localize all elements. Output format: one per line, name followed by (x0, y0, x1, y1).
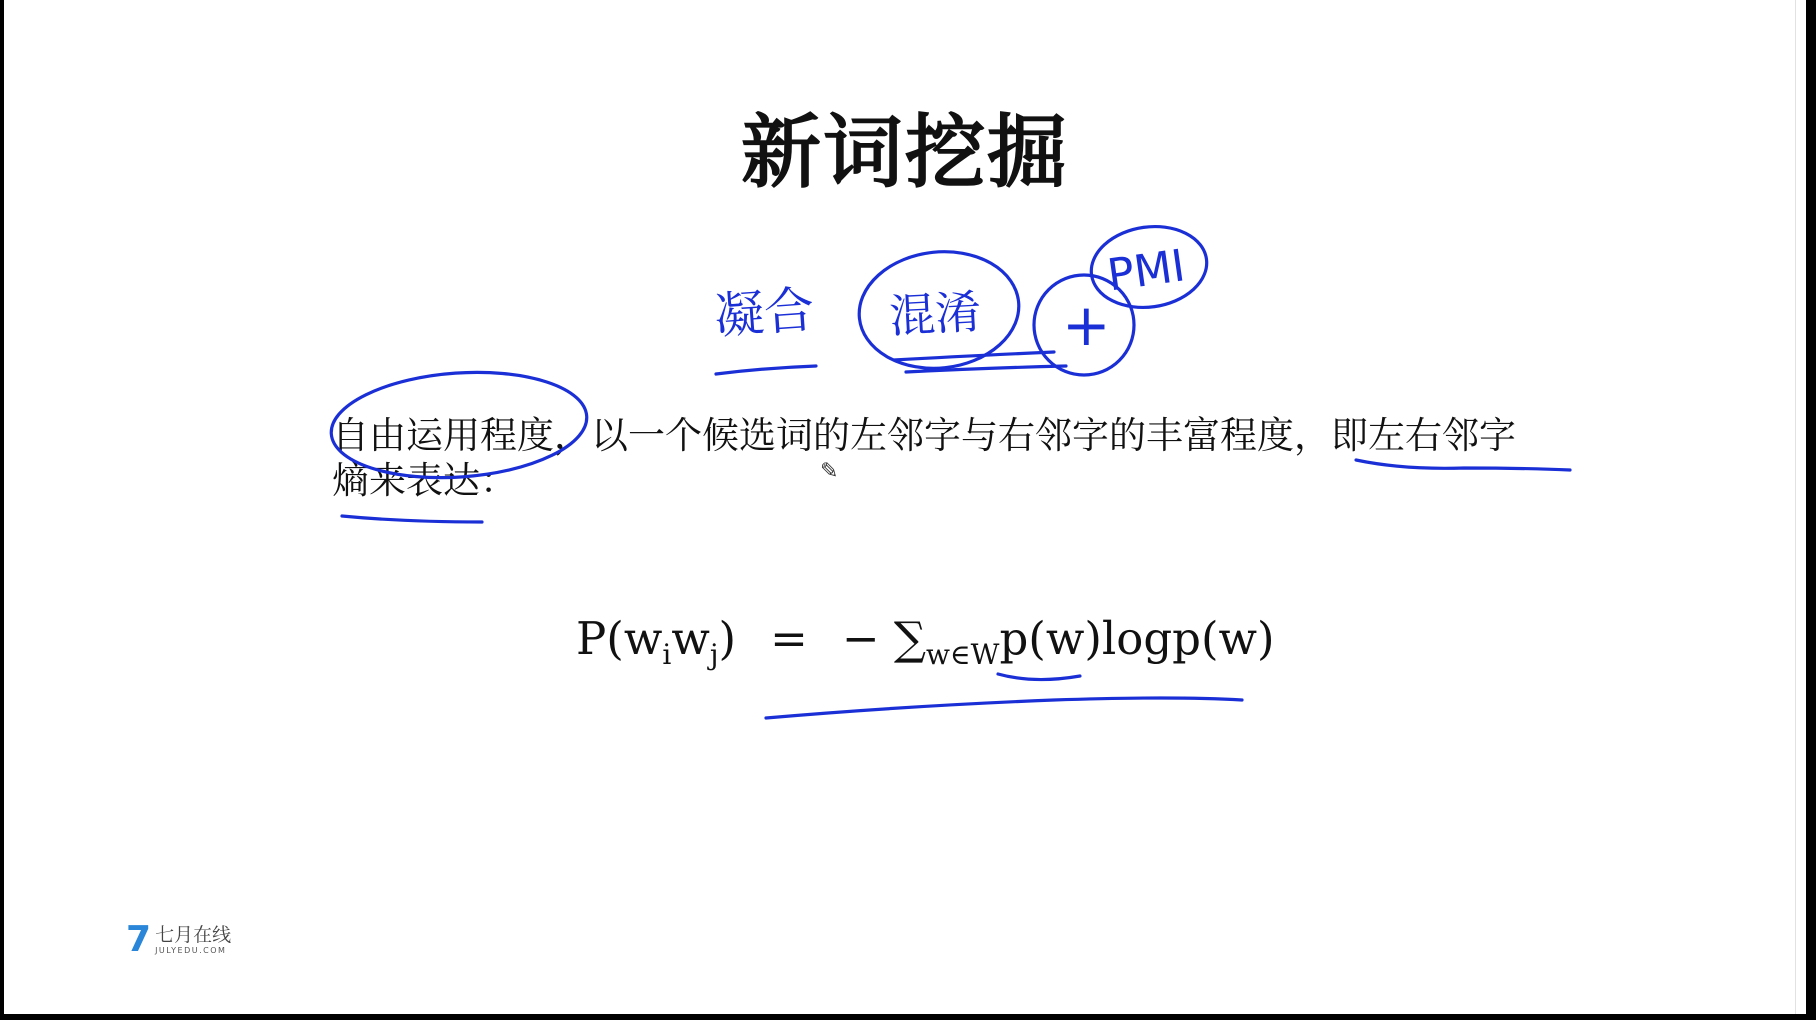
ink-circle-hunxiao (853, 244, 1024, 376)
julyedu-logo (126, 919, 232, 960)
ink-underline-hunxiao-2 (906, 366, 1066, 372)
ink-underline-linzi (1356, 460, 1570, 470)
ink-underline-shang (342, 516, 482, 522)
body-text-line-1: 自由运用程度，以一个候选词的左邻字与右邻字的丰富程度，即左右邻字 (332, 414, 1516, 457)
ink-underline-ninghe (716, 366, 816, 374)
logo-mark-icon: 7 (126, 919, 152, 960)
body-text-line-2: 熵来表达： (332, 459, 517, 502)
slide-title: 新词挖掘 (741, 106, 1069, 199)
ink-underline-formula (766, 698, 1242, 718)
formula-lhs-mid: w (671, 612, 710, 665)
formula-sub-j: j (709, 637, 719, 671)
ink-word-pmi: PMI (1104, 240, 1189, 302)
formula-lhs-suffix: ) (718, 612, 737, 665)
slide-canvas (4, 0, 1806, 1014)
formula-minus-sum: − ∑ (841, 612, 926, 665)
pen-cursor-icon: ✎ (820, 458, 839, 483)
formula-lhs-prefix: P(w (576, 612, 663, 665)
formula-sum-subscript: w∈W (925, 637, 1000, 671)
formula-sub-i: i (662, 637, 672, 671)
ink-word-hunxiao: 混淆 (887, 284, 983, 344)
formula-equals: = (770, 612, 808, 665)
logo-url: JULYEDU.COM (155, 945, 227, 955)
ink-underline-hunxiao-1 (894, 352, 1054, 360)
ink-circle-plus (1034, 275, 1134, 375)
formula-rhs: p(w)logp(w) (999, 612, 1275, 665)
ink-plus-sign: + (1062, 291, 1111, 359)
ink-circle-pmi (1086, 219, 1212, 314)
ink-word-ninghe: 凝合 (712, 280, 817, 346)
entropy-formula (576, 612, 1275, 671)
logo-name: 七月在线 (155, 924, 232, 947)
ink-underline-pw (998, 674, 1080, 680)
